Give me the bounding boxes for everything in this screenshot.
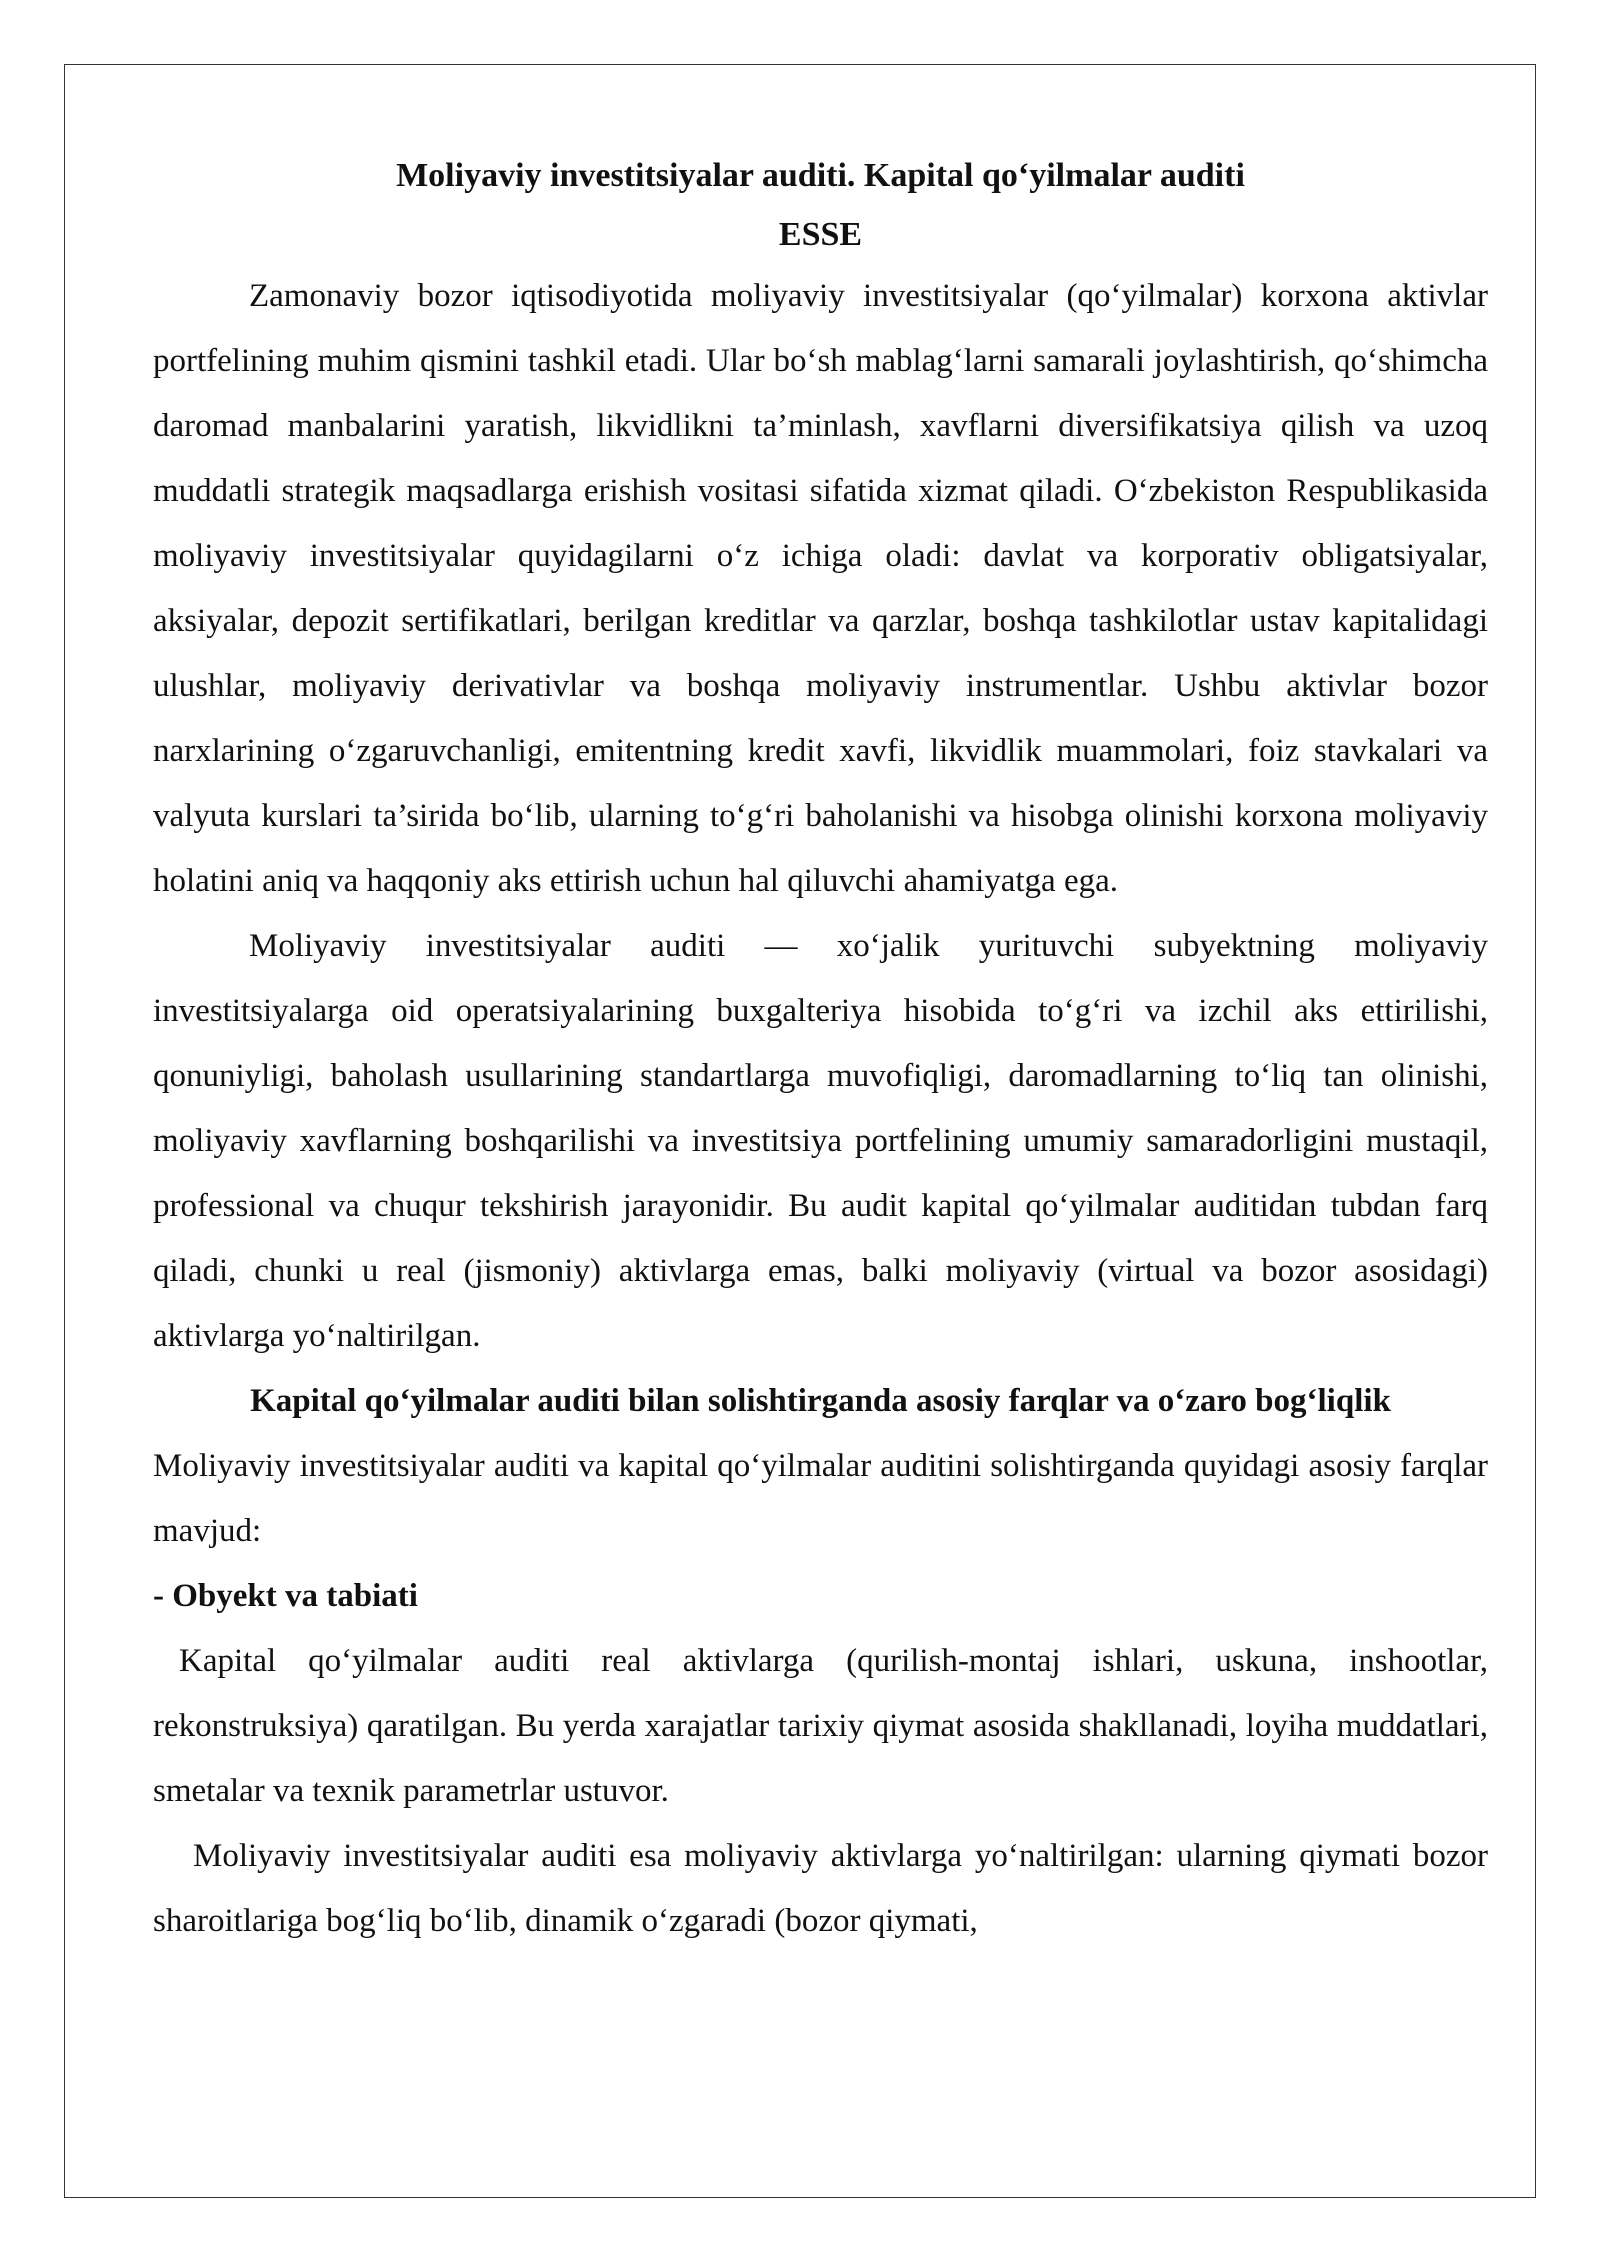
paragraph-intro: Zamonaviy bozor iqtisodiyotida moliyaviy investitsiyalar (qo‘yilmalar) korxona aktivlar portfelining muhim qismini tashkil etadi. Ular bo‘sh mablag‘larni samarali joylashtirish, qo‘shimcha daromad manbalarini yaratish, likvidlikni ta’minlash, xavflarni diversifikatsiya qilish va uzoq muddatli strategik maqsadlarga erishish vositasi sifatida xizmat qiladi. O‘zbekiston Respublikasida moliyaviy investitsiyalar quyidagilarni o‘z ichiga oladi: davlat va korporativ obligatsiyalar, aksiyalar, depozit sertifikatlari, berilgan kreditlar va qarzlar, boshqa tashkilotlar ustav kapitalidagi ulushlar, moliyaviy derivativlar va boshqa moliyaviy instrumentlar. Ushbu aktivlar bozor narxlarining o‘zgaruvchanligi, emitentning kredit xavfi, likvidlik muammolari, foiz stavkalari va valyuta kurslari ta’sirida bo‘lib, ularning to‘g‘ri baholanishi va hisobga olinishi korxona moliyaviy holatini aniq va haqqoniy aks ettirish uchun hal qiluvchi ahamiyatga ega. [153,278,1488,899]
paragraph-definition: Moliyaviy investitsiyalar auditi — xo‘jalik yurituvchi subyektning moliyaviy investitsiyalarga oid operatsiyalarining buxgalteriya hisobida to‘g‘ri va izchil aks ettirilishi, qonuniyligi, baholash usullarining standartlarga muvofiqligi, daromadlarning to‘liq tan olinishi, moliyaviy xavflarning boshqarilishi va investitsiya portfelining umumiy samaradorligini mustaqil, professional va chuqur tekshirish jarayonidir. Bu audit kapital qo‘yilmalar auditidan tubdan farq qiladi, chunki u real (jismoniy) aktivlarga emas, balki moliyaviy (virtual va bozor asosidagi) aktivlarga yo‘naltirilgan. [153,928,1488,1354]
section-heading: Kapital qo‘yilmalar auditi bilan solishtirganda asosiy farqlar va o‘zaro bog‘liqlik [250,1383,1391,1419]
document-subtitle: ESSE [778,216,863,253]
paragraph-financial-investments: Moliyaviy investitsiyalar auditi esa moliyaviy aktivlarga yo‘naltirilgan: ularning qiymati bozor sharoitlariga bog‘liq bo‘lib, dinamik o‘zgaradi (bozor qiymati, [153,1838,1488,1939]
paragraph-comparison: Moliyaviy investitsiyalar auditi va kapital qo‘yilmalar auditini solishtirganda quyidagi asosiy farqlar mavjud: [153,1448,1488,1549]
document-body [153,146,1488,1954]
bullet-heading-object: - Obyekt va tabiati [153,1578,418,1614]
paragraph-capital-investments: Kapital qo‘yilmalar auditi real aktivlarga (qurilish-montaj ishlari, uskuna, inshootlar, rekonstruksiya) qaratilgan. Bu yerda xarajatlar tarixiy qiymat asosida shakllanadi, loyiha muddatlari, smetalar va texnik parametrlar ustuvor. [153,1643,1488,1809]
document-title: Moliyaviy investitsiyalar auditi. Kapital qo‘yilmalar auditi [396,157,1245,194]
